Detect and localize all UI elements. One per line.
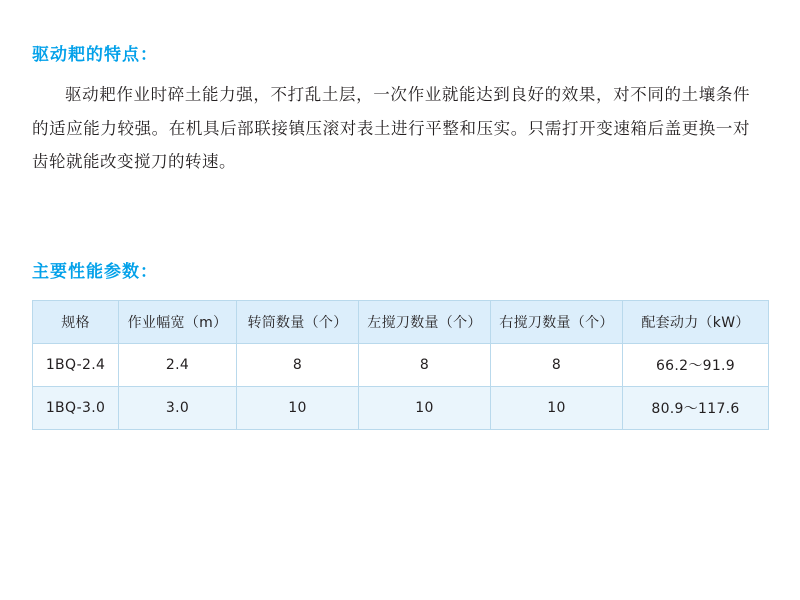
cell-matching-power: 66.2～91.9: [623, 344, 769, 387]
cell-right-blade-count: 10: [491, 387, 623, 430]
cell-left-blade-count: 10: [359, 387, 491, 430]
column-header-working-width: 作业幅宽（m）: [119, 301, 237, 344]
cell-left-blade-count: 8: [359, 344, 491, 387]
table-row: [33, 387, 769, 430]
column-header-right-blade-count: 右搅刀数量（个）: [491, 301, 623, 344]
features-paragraph: 驱动耙作业时碎土能力强，不打乱土层，一次作业就能达到良好的效果，对不同的土壤条件的适应能力较强。在机具后部联接镇压滚对表土进行平整和压实。只需打开变速箱后盖更换一对齿轮就能改变搅刀的转速。: [32, 84, 750, 172]
table-header-row: [33, 301, 769, 344]
table-row: [33, 344, 769, 387]
cell-matching-power: 80.9～117.6: [623, 387, 769, 430]
column-header-left-blade-count: 左搅刀数量（个）: [359, 301, 491, 344]
cell-working-width: 3.0: [119, 387, 237, 430]
cell-right-blade-count: 8: [491, 344, 623, 387]
cell-rotor-count: 10: [237, 387, 359, 430]
specifications-table: [32, 300, 769, 430]
cell-working-width: 2.4: [119, 344, 237, 387]
column-header-rotor-count: 转筒数量（个）: [237, 301, 359, 344]
column-header-matching-power: 配套动力（kW）: [623, 301, 769, 344]
section-spacer: [32, 179, 768, 257]
cell-spec: 1BQ-3.0: [33, 387, 119, 430]
column-header-spec: 规格: [33, 301, 119, 344]
parameters-heading: 主要性能参数：: [32, 262, 158, 283]
cell-rotor-count: 8: [237, 344, 359, 387]
cell-spec: 1BQ-2.4: [33, 344, 119, 387]
features-heading: 驱动耙的特点：: [32, 45, 158, 65]
